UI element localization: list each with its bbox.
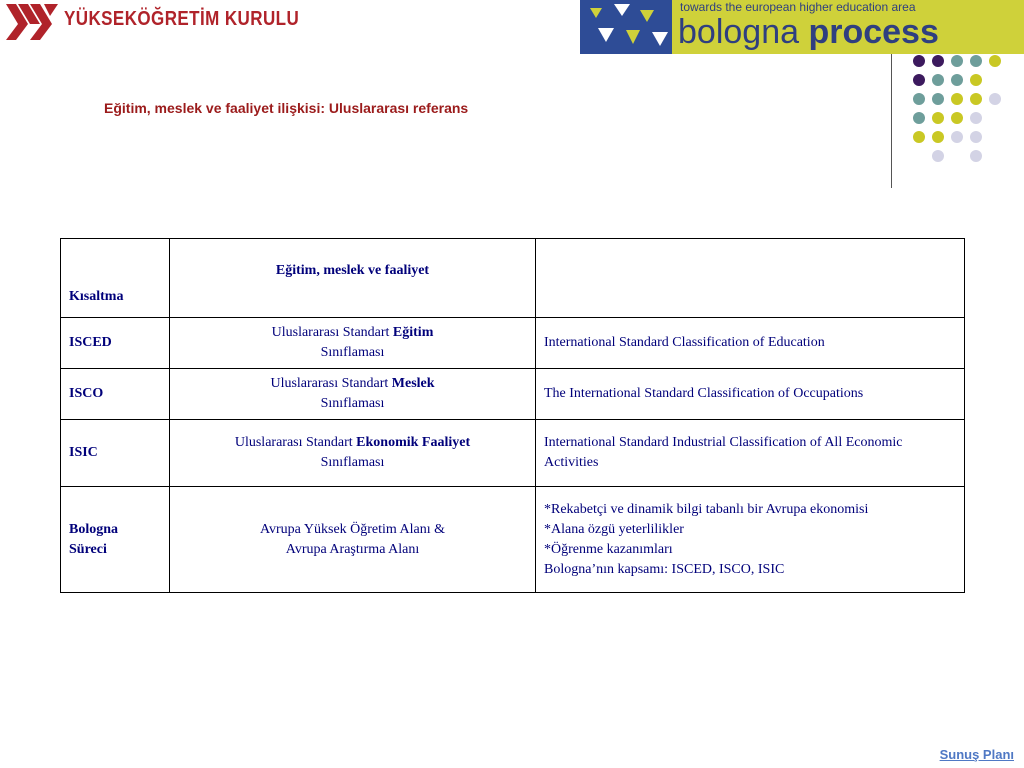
header-empty xyxy=(536,239,965,318)
detail-line: *Öğrenme kazanımları xyxy=(544,541,673,557)
table-row xyxy=(61,369,965,420)
abbr-line: Süreci xyxy=(69,541,107,557)
bologna-word-1: bologna xyxy=(678,13,800,51)
tr-keyword: Eğitim xyxy=(392,325,434,340)
detail-line: *Rekabetçi ve dinamik bilgi tabanlı bir Avrupa ekonomisi xyxy=(544,501,869,517)
row-abbreviation: ISCO xyxy=(61,369,170,420)
row-abbreviation: ISCED xyxy=(61,318,170,369)
tr-line: Avrupa Yüksek Öğretim Alanı & xyxy=(259,521,446,537)
bologna-tagline: towards the european higher education area xyxy=(680,0,916,14)
table-row-bologna xyxy=(61,487,965,593)
slide-title: Eğitim, meslek ve faaliyet ilişkisi: Uluslararası referans xyxy=(104,100,469,116)
tr-prefix: Uluslararası Standart xyxy=(271,325,390,340)
detail-line: Bologna’nın kapsamı: ISCED, ISCO, ISIC xyxy=(544,561,785,577)
yok-logo xyxy=(4,2,304,42)
row-abbreviation xyxy=(61,487,170,593)
row-abbreviation: ISIC xyxy=(61,420,170,487)
yok-logo-text: YÜKSEKÖĞRETİM KURULU xyxy=(64,8,300,30)
row-bologna-details xyxy=(536,487,965,593)
decorative-divider xyxy=(891,54,892,188)
header-abbreviation: Kısaltma xyxy=(61,239,170,318)
tr-suffix: Sınıflaması xyxy=(320,396,385,411)
reference-table xyxy=(60,238,965,593)
row-english-name: The International Standard Classification of Occupations xyxy=(536,369,965,420)
presentation-plan-link[interactable]: Sunuş Planı xyxy=(939,747,1014,762)
tr-prefix: Uluslararası Standart xyxy=(234,435,353,450)
table-row xyxy=(61,420,965,487)
yok-emblem-icon xyxy=(4,2,60,42)
row-turkish-name xyxy=(170,487,536,593)
bologna-stars-graphic xyxy=(580,0,672,54)
bologna-wordmark xyxy=(678,12,939,52)
tr-keyword: Meslek xyxy=(391,376,435,391)
bologna-word-2: process xyxy=(808,13,939,51)
row-turkish-name xyxy=(170,318,536,369)
detail-line: *Alana özgü yeterlilikler xyxy=(544,521,684,537)
tr-line: Avrupa Araştırma Alanı xyxy=(285,541,420,557)
tr-prefix: Uluslararası Standart xyxy=(270,376,389,391)
header-education-occupation-activity: Eğitim, meslek ve faaliyet xyxy=(170,239,536,318)
row-turkish-name xyxy=(170,420,536,487)
decorative-dot-grid xyxy=(900,54,1024,184)
row-english-name: International Standard Classification of Education xyxy=(536,318,965,369)
row-english-name: International Standard Industrial Classification of All Economic Activities xyxy=(536,420,965,487)
table-row xyxy=(61,318,965,369)
tr-suffix: Sınıflaması xyxy=(320,455,385,470)
row-turkish-name xyxy=(170,369,536,420)
table-header-row xyxy=(61,239,965,318)
bologna-process-banner xyxy=(580,0,1024,54)
abbr-line: Bologna xyxy=(69,521,119,537)
tr-suffix: Sınıflaması xyxy=(320,345,385,360)
tr-keyword: Ekonomik Faaliyet xyxy=(356,435,471,450)
